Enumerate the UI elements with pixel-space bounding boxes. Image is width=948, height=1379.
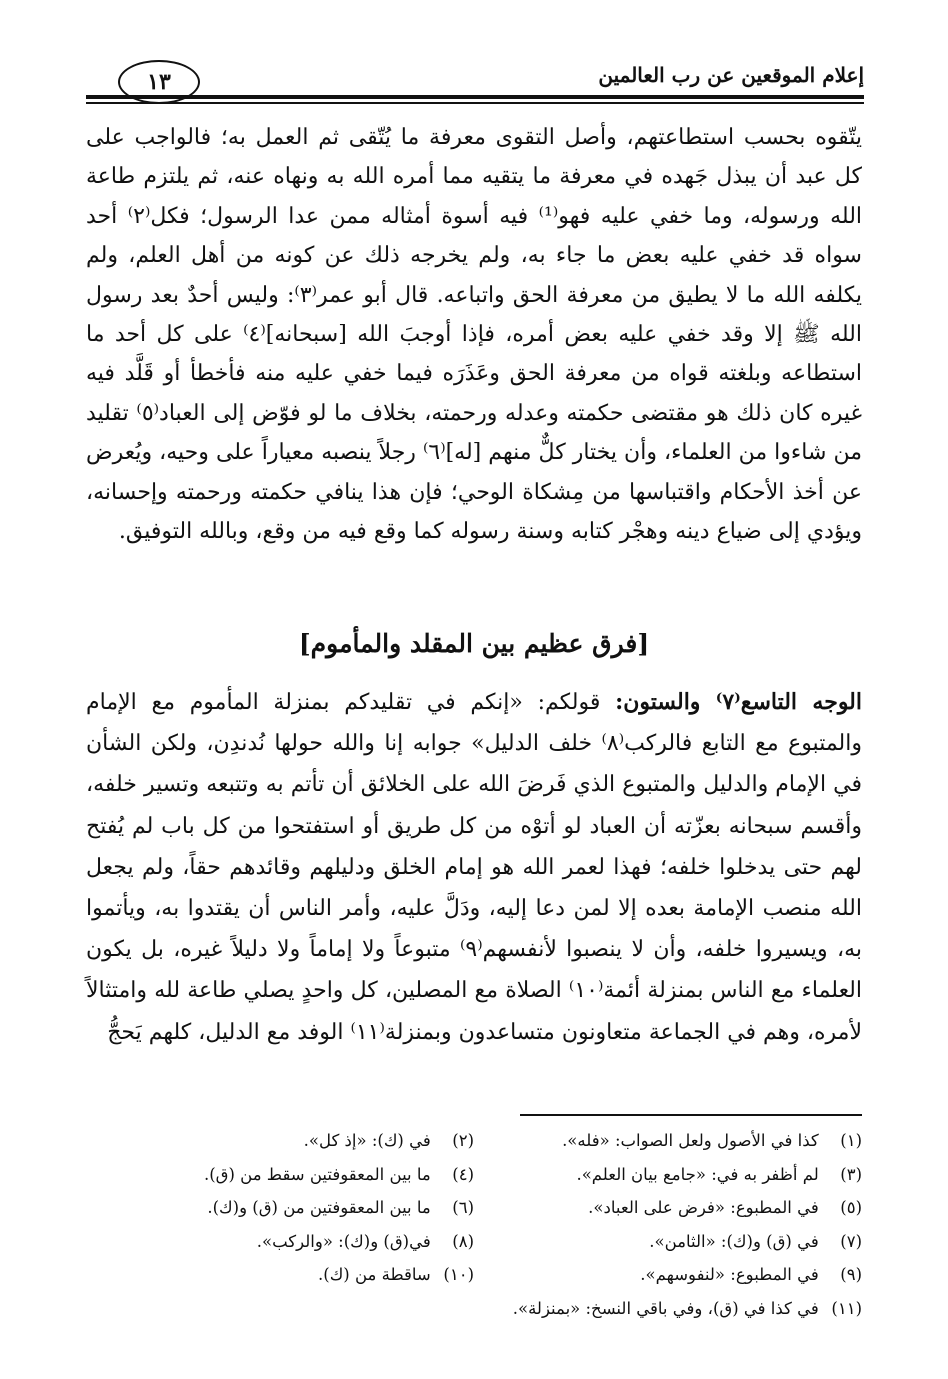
footnote-number: (٩) (840, 1265, 862, 1285)
footnote-number: (١١) (831, 1298, 862, 1318)
footnote-number: (٦) (452, 1198, 474, 1218)
footnote-4 (86, 1158, 474, 1192)
paragraph-1-text: يتّقوه بحسب استطاعتهم، وأصل التقوى معرفة ما يُتّقى ثم العمل به؛ فالواجب على كل عبد أن يبذل جَهده في معرفة ما يتقيه مما أمره الله به ونهاه عنه، ثم يلتزم طاعة الله ورسوله، وما خفي عليه فهو⁽¹⁾ فيه أسوة أمثاله ممن عدا الرسول؛ فكل⁽٢⁾ أحد سواه قد خفي عليه بعض ما جاء به، ولم يخرجه ذلك عن كونه من أهل العلم، ولم يكلفه الله ما لا يطيق من معرفة الحق واتباعه. قال أبو عمر⁽٣⁾: وليس أحدٌ بعد رسول الله ﷺ إلا وقد خفي عليه بعض أمره، فإذا أوجبَ الله [سبحانه]⁽٤⁾ على كل أحد ما استطاعه وبلغته قواه من معرفة الحق وعَذَرَه فيما خفي عليه منه فأخطأ أو قَلَّد فيه غيره كان ذلك هو مقتضى حكمته وعدله ورحمته، بخلاف ما لو فوّض إلى العباد⁽٥⁾ تقليد من شاءوا من العلماء، وأن يختار كلٌّ منهم [له]⁽٦⁾ رجلاً ينصبه معياراً على وحيه، ويُعرض عن أخذ الأحكام واقتباسها من مِشكاة الوحي؛ فإن هذا ينافي حكمته ورحمته وإحسانه، ويؤدي إلى ضياع دينه وهجْر كتابه وسنة رسوله كما وقع فيه من وقع، وبالله التوفيق. (86, 125, 863, 545)
footnote-number: (٨) (452, 1231, 474, 1251)
footnote-6 (86, 1191, 474, 1225)
page-number: ١٣ (118, 60, 200, 104)
paragraph-2-text: قولكم: «إنكم في تقليدكم بمنزلة المأموم مع الإمام والمتبوع مع التابع فالركب⁽٨⁾ خلف الدليل» جوابه إنا والله حولها نُدندِن، ولكن الشأن في الإمام والدليل والمتبوع الذي فَرضَ الله على الخلائق أن تأتم به وتتبعه وتسير خلفه، وأقسم سبحانه بعزّته أن العباد لو أتوْه من كل طريق أو استفتحوا من كل باب لم يُفتح لهم حتى يدخلوا خلفه؛ فهذا لعمر الله هو إمام الخلق ودليلهم وقائدهم حقاً، ولم يجعل الله منصب الإمامة بعده إلا لمن دعا إليه، ودَلَّ عليه، وأمر الناس أن يقتدوا به، ويأتموا به، ويسيروا خلفه، وأن لا ينصبوا لأنفسهم⁽٩⁾ متبوعاً ولا إماماً ولا دليلاً غيره، بل يكون العلماء مع الناس بمنزلة أئمة⁽١٠⁾ الصلاة مع المصلين، كل واحدٍ يصلي طاعة لله وامتثالاً لأمره، وهم في الجماعة متعاونون متساعدون وبمنزلة⁽١١⁾ الوفد مع الدليل، كلهم يَحجُّ (86, 690, 862, 1045)
lead-phrase: الوجه التاسع⁽٧⁾ والستون: (615, 689, 862, 715)
footnote-number: (١) (840, 1131, 862, 1150)
footnote-text: لم أظفر به في: «جامع بيان العلم». (576, 1164, 819, 1184)
footnote-text: ساقطة من (ك). (318, 1265, 431, 1285)
footnote-3 (474, 1158, 862, 1192)
footnote-text: ما بين المعقوفتين من (ق) و(ك). (207, 1198, 431, 1218)
footnote-number: (٥) (840, 1198, 862, 1218)
paragraph-2 (86, 682, 862, 1053)
footnote-number: (٧) (840, 1231, 862, 1251)
section-heading: [فرق عظيم بين المقلد والمأموم] (298, 629, 650, 658)
footnote-row (86, 1292, 862, 1326)
footnote-text: في كذا في (ق)، وفي باقي النسخ: «بمنزلة». (512, 1298, 819, 1318)
footnote-row (86, 1191, 862, 1225)
header-rule-thin (86, 102, 864, 104)
footnote-text: في(ق) و(ك): «والركب». (256, 1231, 431, 1251)
footnote-9 (474, 1258, 862, 1292)
footnotes (86, 1124, 862, 1326)
footnote-row (86, 1124, 862, 1158)
running-title: إعلام الموقعين عن رب العالمين (598, 63, 864, 87)
footnote-7 (474, 1225, 862, 1259)
footnote-separator (520, 1114, 862, 1116)
footnote-row (86, 1225, 862, 1259)
footnote-number: (٤) (452, 1164, 474, 1184)
footnote-text: في (ك): «إذ كل». (303, 1131, 431, 1150)
footnote-10 (86, 1258, 474, 1292)
footnote-row (86, 1158, 862, 1192)
footnote-number: (٢) (452, 1131, 474, 1150)
footnote-text: ما بين المعقوفتين سقط من (ق). (203, 1164, 431, 1184)
footnote-text: في المطبوع: «لنفوسهم». (640, 1265, 819, 1285)
footnote-text: في (ق) و(ك): «الثامن». (649, 1231, 819, 1251)
footnote-number: (١٠) (443, 1265, 474, 1285)
header-rule (86, 95, 864, 99)
footnote-row (86, 1258, 862, 1292)
footnote-text: في المطبوع: «فرض على العباد». (588, 1198, 819, 1218)
footnote-11 (86, 1292, 862, 1326)
footnote-text: كذا في الأصول ولعل الصواب: «فله». (562, 1131, 819, 1150)
footnote-5 (474, 1191, 862, 1225)
footnote-8 (86, 1225, 474, 1259)
footnote-number: (٣) (840, 1164, 862, 1184)
footnote-2 (86, 1124, 474, 1158)
footnote-1 (474, 1124, 862, 1158)
paragraph-1 (86, 118, 862, 551)
